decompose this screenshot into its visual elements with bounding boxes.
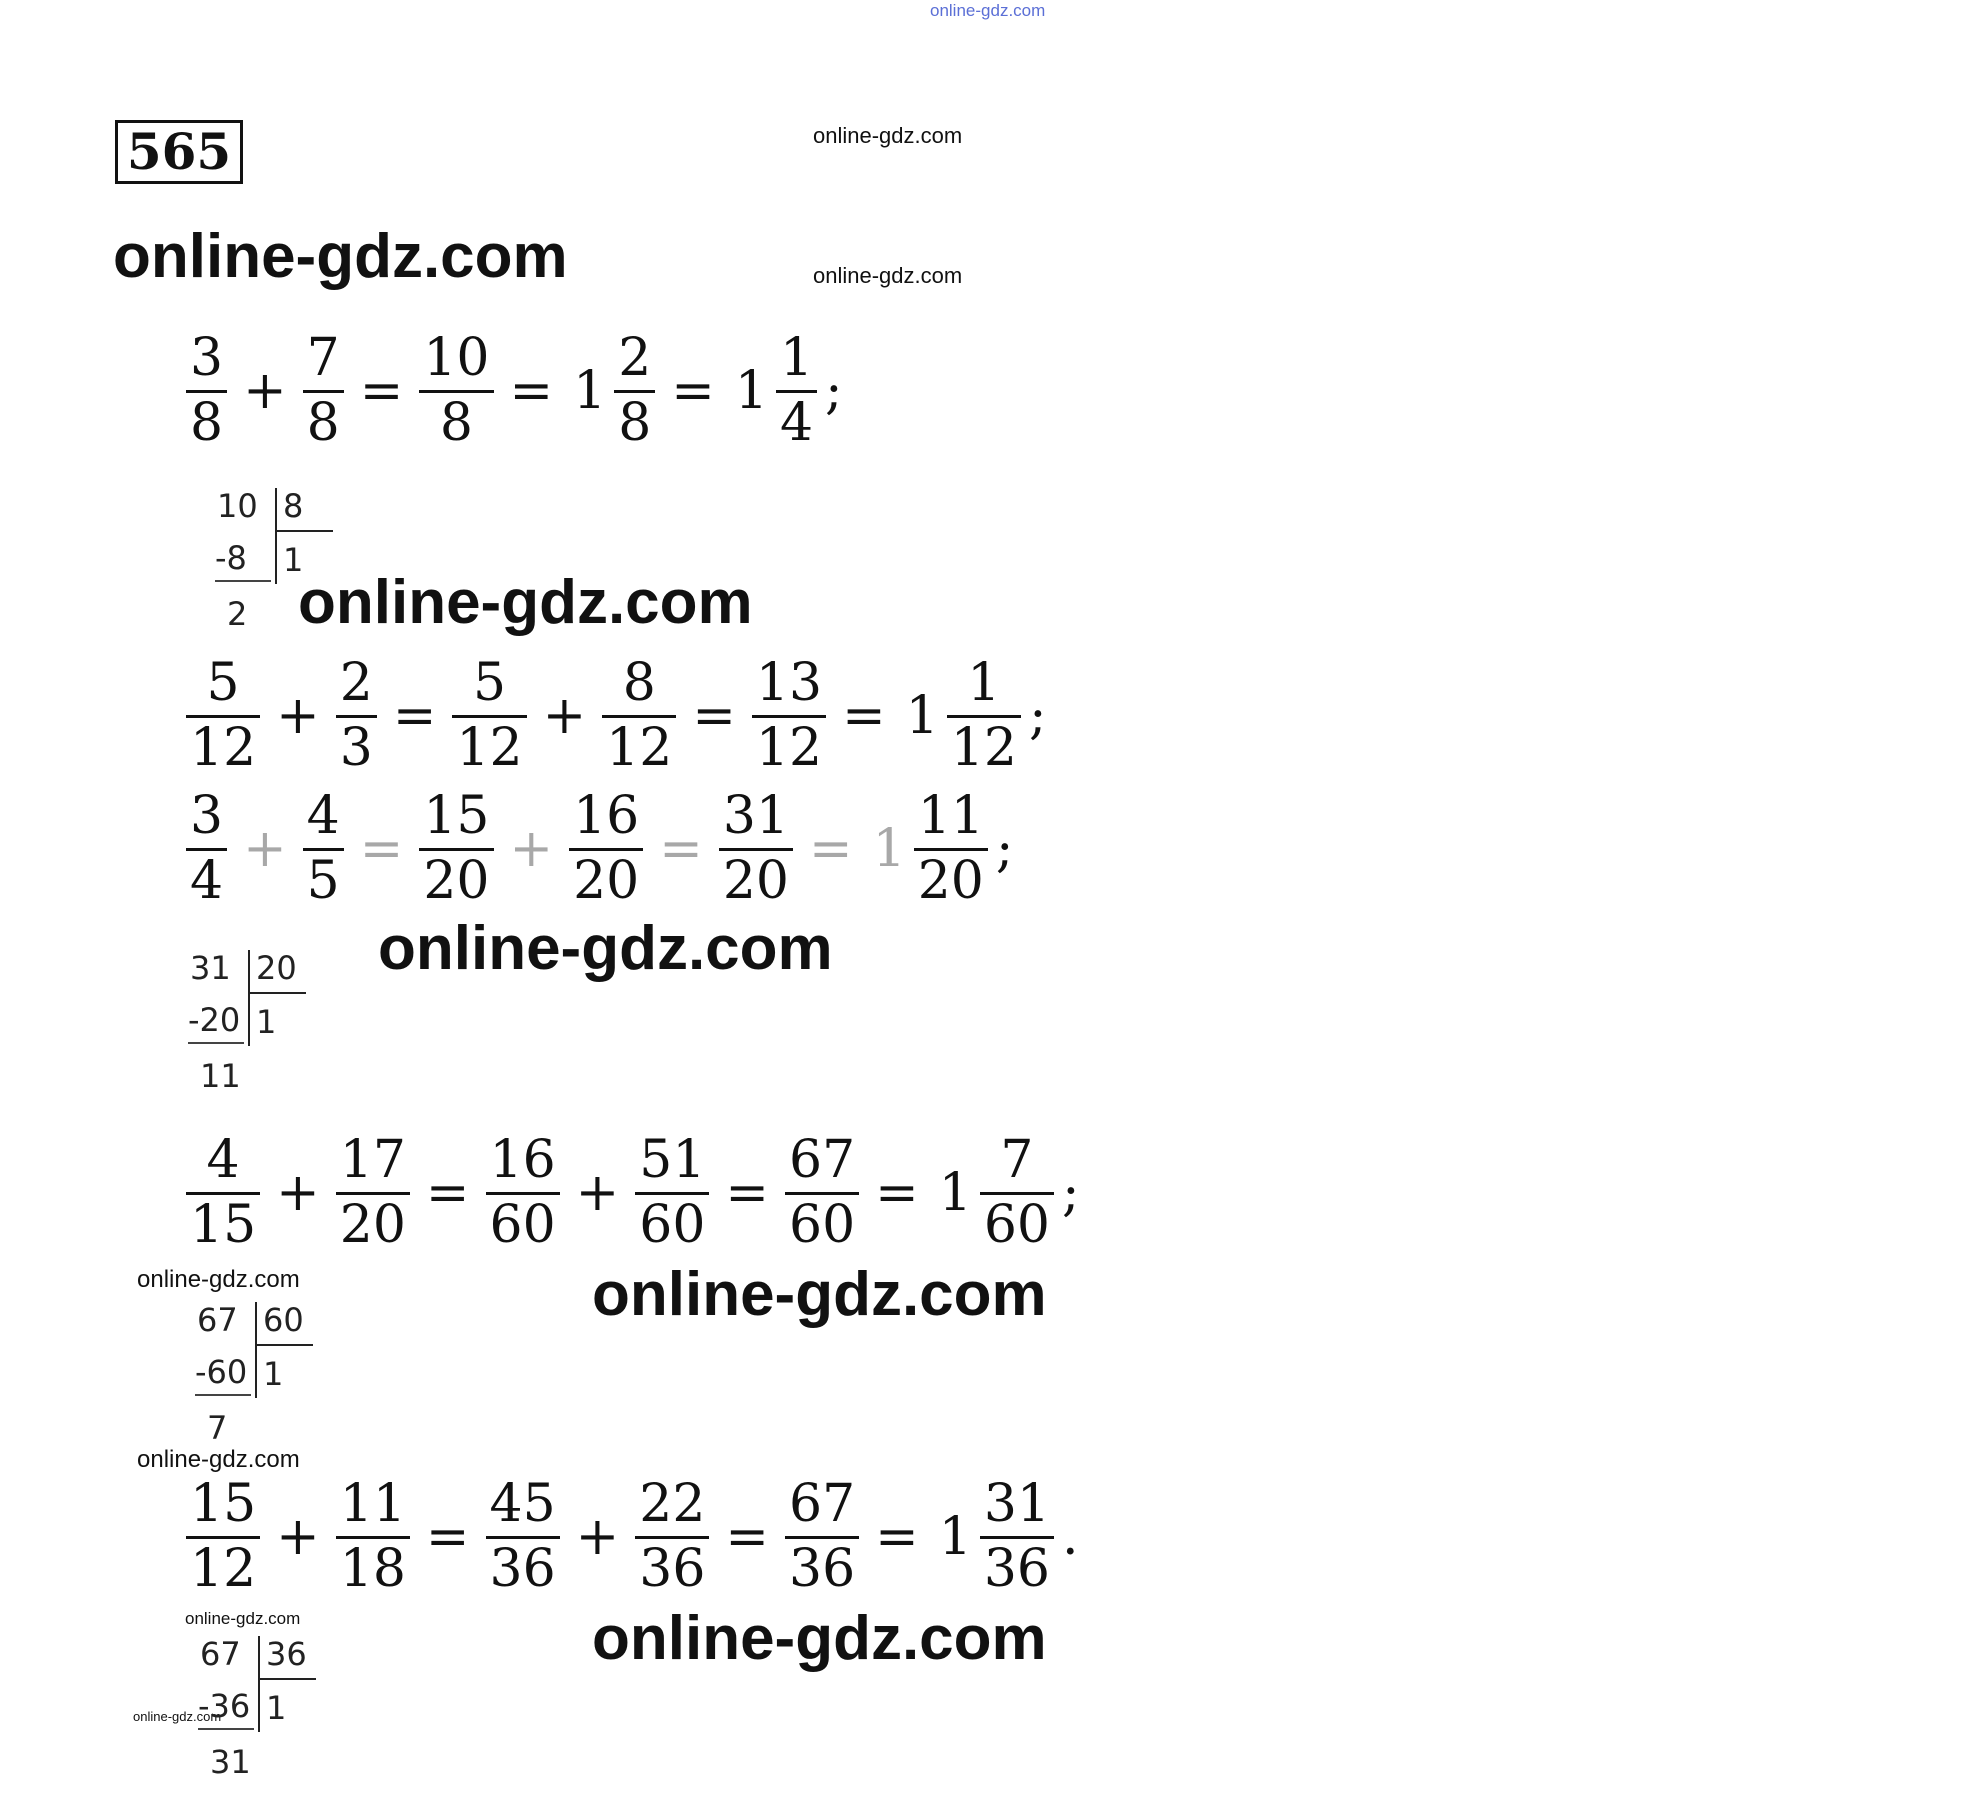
dividend: 67 [200,1635,241,1673]
equation-end-mark: ; [995,818,1014,879]
denominator: 20 [722,851,790,911]
numerator: 31 [983,1474,1051,1534]
division-horizontal-line [255,1344,313,1346]
numerator: 4 [306,786,340,846]
numerator: 15 [423,786,490,846]
denominator: 5 [306,851,340,911]
fraction [486,1474,560,1599]
fraction [785,1474,859,1599]
fraction [186,1130,260,1255]
numerator: 2 [618,328,652,388]
numerator: 16 [489,1130,556,1190]
subtraction-underline [188,1042,244,1044]
equals-sign: = [842,685,886,746]
numerator: 5 [472,653,507,713]
plus-sign: + [276,685,320,746]
numerator: 3 [190,328,224,388]
numerator: 15 [190,1474,257,1534]
fraction [336,1474,410,1599]
denominator: 8 [439,393,473,453]
dividend: 67 [197,1301,238,1339]
equation-2 [180,653,1047,778]
plus-sign: + [509,818,554,879]
division-vertical-line [275,488,277,584]
watermark-top: online-gdz.com [930,1,1046,20]
denominator: 12 [456,718,523,778]
remainder: 2 [227,595,248,633]
whole-part: 1 [872,818,906,879]
equals-sign: = [809,818,853,879]
plus-sign: + [276,1506,320,1567]
watermark-large: online-gdz.com [378,914,833,983]
numerator: 67 [789,1474,856,1534]
plus-sign: + [243,360,287,421]
numerator: 1 [967,653,1001,713]
denominator: 60 [983,1195,1051,1255]
denominator: 36 [489,1539,556,1599]
equation-end-mark: ; [1062,1162,1080,1223]
whole-part: 1 [905,685,939,746]
watermark-small: online-gdz.com [137,1266,300,1293]
fraction [719,786,793,911]
remainder: 11 [200,1057,241,1095]
denominator: 20 [917,851,984,911]
plus-sign: + [276,1162,320,1223]
dividend: 10 [217,487,258,525]
fraction [452,653,526,778]
equals-sign: = [425,1162,470,1223]
watermark-large: online-gdz.com [113,222,568,291]
fraction [635,1474,709,1599]
numerator: 7 [306,328,340,388]
plus-sign: + [575,1162,620,1223]
equals-sign: = [509,360,554,421]
equation-3 [180,786,1014,911]
subtrahend: -8 [215,539,247,577]
fraction [785,1130,859,1255]
watermark-small: online-gdz.com [185,1609,301,1628]
whole-part: 1 [573,360,607,421]
denominator: 12 [190,718,257,778]
denominator: 8 [306,393,340,453]
long-division-3 [195,1302,335,1452]
fraction [602,653,676,778]
denominator: 20 [423,851,490,911]
denominator: 18 [339,1539,406,1599]
numerator: 17 [339,1130,406,1190]
numerator: 22 [639,1474,706,1534]
denominator: 4 [190,851,224,911]
numerator: 10 [423,328,490,388]
fraction [419,786,493,911]
whole-part: 1 [734,360,768,421]
watermark-large: online-gdz.com [298,568,753,637]
equation-4 [180,1130,1080,1255]
numerator: 3 [190,786,224,846]
equation-5 [180,1474,1079,1599]
equals-sign: = [725,1506,769,1567]
dividend: 31 [190,949,231,987]
equals-sign: = [425,1506,470,1567]
plus-sign: + [542,685,587,746]
plus-sign: + [243,818,287,879]
watermark-small: online-gdz.com [813,263,963,288]
equation-end-mark: ; [825,360,843,421]
watermark-tiny: online-gdz.com [133,1709,222,1724]
numerator: 1 [779,328,814,388]
denominator: 20 [573,851,640,911]
equation-end-mark: . [1062,1506,1079,1567]
numerator: 7 [1000,1130,1034,1190]
fraction [303,786,344,911]
equals-sign: = [659,818,703,879]
problem-number: 565 [115,120,243,184]
denominator: 20 [339,1195,406,1255]
division-vertical-line [258,1636,260,1732]
denominator: 15 [190,1195,257,1255]
denominator: 8 [618,393,652,453]
watermark-large: online-gdz.com [592,1260,1047,1329]
denominator: 60 [639,1195,706,1255]
denominator: 8 [190,393,224,453]
equals-sign: = [359,818,404,879]
fraction [980,1130,1054,1255]
fraction [635,1130,709,1255]
divisor: 20 [256,949,297,987]
fraction [614,328,655,453]
subtrahend: -60 [195,1353,248,1391]
remainder: 31 [210,1743,251,1781]
plus-sign: + [575,1506,620,1567]
numerator: 8 [622,653,656,713]
denominator: 12 [755,718,823,778]
division-horizontal-line [248,992,306,994]
whole-part: 1 [938,1162,972,1223]
numerator: 51 [639,1130,706,1190]
divisor: 8 [283,487,304,525]
equals-sign: = [392,685,437,746]
divisor: 36 [266,1635,307,1673]
subtrahend: -36 [198,1687,251,1725]
denominator: 12 [606,718,673,778]
denominator: 4 [779,393,814,453]
fraction [336,1130,410,1255]
fraction [336,653,377,778]
denominator: 60 [489,1195,556,1255]
numerator: 5 [206,653,240,713]
division-vertical-line [255,1302,257,1398]
subtraction-underline [198,1728,254,1730]
numerator: 67 [789,1130,856,1190]
fraction [303,328,344,453]
quotient: 1 [266,1689,287,1727]
watermark-small: online-gdz.com [813,123,963,148]
fraction [752,653,826,778]
numerator: 31 [722,786,790,846]
equals-sign: = [671,360,715,421]
denominator: 12 [950,718,1017,778]
fraction [947,653,1021,778]
fraction [569,786,643,911]
subtraction-underline [215,580,271,582]
numerator: 45 [489,1474,556,1534]
fraction [186,1474,260,1599]
equals-sign: = [359,360,404,421]
denominator: 36 [983,1539,1051,1599]
equals-sign: = [875,1162,919,1223]
fraction [186,653,260,778]
equation-end-mark: ; [1028,685,1047,746]
denominator: 3 [339,718,373,778]
long-division-1 [215,488,325,638]
numerator: 11 [339,1474,406,1534]
numerator: 2 [339,653,373,713]
long-division-4 [198,1636,338,1786]
division-vertical-line [248,950,250,1046]
divisor: 60 [263,1301,304,1339]
watermark-small: online-gdz.com [137,1446,300,1473]
fraction [776,328,817,453]
equation-1 [180,328,843,453]
fraction [419,328,493,453]
fraction [186,786,227,911]
numerator: 16 [573,786,640,846]
equals-sign: = [875,1506,919,1567]
quotient: 1 [283,541,304,579]
equals-sign: = [725,1162,769,1223]
subtraction-underline [195,1394,251,1396]
remainder: 7 [207,1409,228,1447]
division-horizontal-line [275,530,333,532]
long-division-2 [188,950,328,1100]
denominator: 60 [789,1195,856,1255]
fraction [914,786,988,911]
watermark-large: online-gdz.com [592,1604,1047,1673]
equals-sign: = [692,685,736,746]
fraction [186,328,227,453]
denominator: 12 [190,1539,257,1599]
quotient: 1 [256,1003,277,1041]
numerator: 4 [206,1130,240,1190]
numerator: 13 [755,653,823,713]
subtrahend: -20 [188,1001,241,1039]
fraction [486,1130,560,1255]
numerator: 11 [917,786,984,846]
division-horizontal-line [258,1678,316,1680]
whole-part: 1 [938,1506,972,1567]
denominator: 36 [639,1539,706,1599]
denominator: 36 [789,1539,856,1599]
fraction [980,1474,1054,1599]
quotient: 1 [263,1355,284,1393]
